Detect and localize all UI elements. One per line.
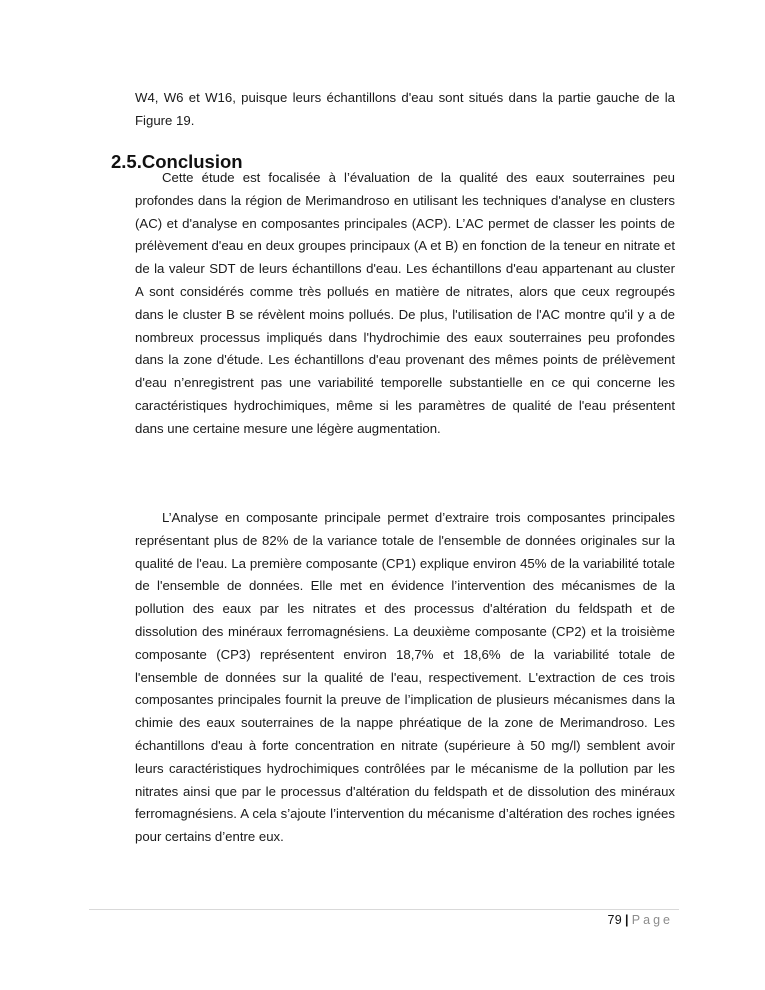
conclusion-paragraph-1: Cette étude est focalisée à l’évaluation de la qualité des eaux souterraines peu profondes dans la région de Merimandroso en utilisant les techniques d'analyse en clusters (AC) et d'analyse en composantes principales (ACP). L’AC permet de classer les points de prélèvement d'eau en deux groupes principaux (A et B) en fonction de la teneur en nitrate et de la valeur SDT de leurs échantillons d'eau. Les échantillons d'eau appartenant au cluster A sont considérés comme très pollués en matière de nitrates, alors que ceux regroupés dans le cluster B se révèlent moins pollués. De plus, l'utilisation de l'AC montre qu'il y a de nombreux processus impliqués dans l'hydrochimie des eaux souterraines peu profondes dans la zone d'étude. Les échantillons d'eau provenant des mêmes points de prélèvement d'eau n’enregistrent pas une variabilité temporelle substantielle en ce qui concerne les caractéristiques hydrochimiques, même si les paramètres de qualité de l'eau présentent dans une certaine mesure une légère augmentation.: [135, 170, 675, 436]
conclusion-paragraph-2: L’Analyse en composante principale permet d’extraire trois composantes principales représentant plus de 82% de la variance totale de l'ensemble de données originales sur la qualité de l'eau. La première composante (CP1) explique environ 45% de la variabilité totale de l'ensemble de données. Elle met en évidence l’intervention des mécanismes de la pollution des eaux par les nitrates et des processus d'altération du feldspath et de dissolution des minéraux ferromagnésiens. La deuxième composante (CP2) et la troisième composante (CP3) représentent environ 18,7% et 18,6% de la variabilité totale de l'ensemble de données sur la qualité de l'eau, respectivement. L'extraction de ces trois composantes principales fournit la preuve de l’implication de plusieurs mécanismes dans la chimie des eaux souterraines de la nappe phréatique de la zone de Merimandroso. Les échantillons d'eau à forte concentration en nitrate (supérieure à 50 mg/l) semblent avoir leurs caractéristiques hydrochimiques contrôlées par le mécanisme de la pollution par les nitrates ainsi que par le processus d'altération du feldspath et de dissolution des minéraux ferromagnésiens. A cela s’ajoute l’intervention du mécanisme d’altération des roches ignées pour certains d’entre eux.: [135, 510, 675, 845]
continuation-paragraph: W4, W6 et W16, puisque leurs échantillons d'eau sont situés dans la partie gauche de la Figure 19.: [135, 90, 675, 128]
footer-divider: [89, 909, 679, 910]
page-label: Page: [631, 913, 673, 927]
page-footer: [607, 911, 673, 929]
section-heading-conclusion: 2.5.Conclusion: [111, 151, 243, 172]
page-number: 79: [607, 913, 622, 927]
footer-separator: |: [624, 913, 629, 927]
